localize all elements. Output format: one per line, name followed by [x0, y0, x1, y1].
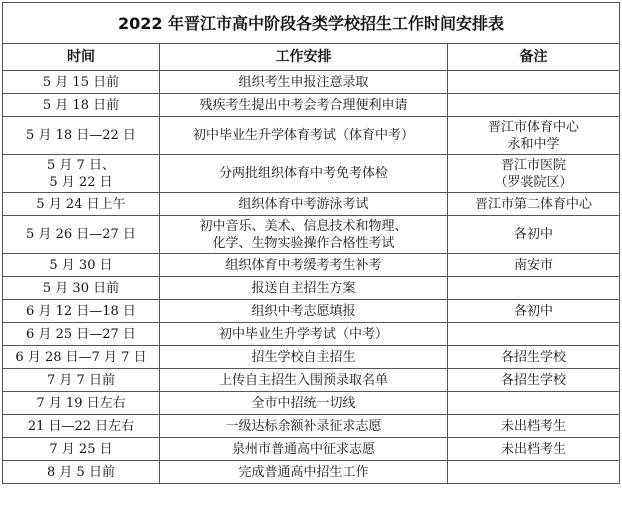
- table-row: [3, 300, 620, 323]
- cell-time-text: 5 月 24 日上午: [36, 196, 126, 212]
- header-task: 工作安排: [160, 44, 448, 71]
- header-time: 时间: [3, 44, 160, 71]
- cell-task-text: 初中毕业生升学考试（中考）: [218, 326, 388, 342]
- cell-task: [160, 94, 448, 117]
- table-row: [3, 216, 620, 254]
- cell-task: [160, 117, 448, 155]
- cell-note-text: （罗裳院区）: [494, 174, 573, 190]
- cell-note: [448, 193, 620, 216]
- cell-note-text: 未出档考生: [501, 418, 567, 434]
- schedule-sheet: [2, 2, 619, 529]
- cell-note-text: 晋江市第二体育中心: [475, 196, 593, 212]
- cell-time-text: 21 日—22 日左右: [27, 418, 135, 434]
- cell-time: [3, 392, 160, 415]
- cell-task: [160, 254, 448, 277]
- table-row: [3, 254, 620, 277]
- cell-task-text: 报送自主招生方案: [251, 280, 356, 296]
- cell-note: [448, 346, 620, 369]
- cell-time: [3, 155, 160, 193]
- cell-note: [448, 254, 620, 277]
- cell-time-text: 8 月 5 日前: [47, 464, 115, 480]
- table-row: [3, 94, 620, 117]
- cell-time-text: 5 月 30 日: [49, 257, 113, 273]
- cell-note-text: 各招生学校: [501, 349, 567, 365]
- cell-time: [3, 415, 160, 438]
- cell-task: [160, 369, 448, 392]
- cell-note-text: 各初中: [514, 303, 554, 319]
- cell-task: [160, 392, 448, 415]
- cell-note-text: 各初中: [514, 227, 554, 242]
- cell-task: [160, 277, 448, 300]
- table-row: [3, 277, 620, 300]
- cell-note-text: 晋江市医院: [501, 157, 567, 173]
- cell-task-text: 一级达标余额补录征求志愿: [225, 418, 382, 434]
- cell-task-text: 完成普通高中招生工作: [238, 464, 369, 480]
- cell-note: [448, 438, 620, 461]
- cell-time: [3, 277, 160, 300]
- cell-task: [160, 155, 448, 193]
- table-title: 2022 年晋江市高中阶段各类学校招生工作时间安排表: [3, 3, 620, 44]
- cell-time: [3, 117, 160, 155]
- header-note: 备注: [448, 44, 620, 71]
- cell-time: [3, 461, 160, 484]
- cell-note: [448, 461, 620, 484]
- cell-time-text: 5 月 30 日前: [42, 280, 120, 296]
- cell-time: [3, 300, 160, 323]
- cell-time: [3, 369, 160, 392]
- cell-task: [160, 193, 448, 216]
- table-row: [3, 369, 620, 392]
- cell-note-text: 未出档考生: [501, 441, 567, 457]
- cell-note: [448, 117, 620, 155]
- cell-task-text: 组织考生申报注意录取: [238, 74, 369, 90]
- cell-note: [448, 415, 620, 438]
- cell-task: [160, 300, 448, 323]
- cell-time-text: 6 月 25 日—27 日: [26, 326, 136, 342]
- cell-time-text: 5 月 18 日前: [42, 97, 120, 113]
- cell-note-text: 南安市: [514, 257, 554, 273]
- cell-task: [160, 461, 448, 484]
- cell-note: [448, 94, 620, 117]
- table-row: [3, 438, 620, 461]
- cell-note: [448, 392, 620, 415]
- cell-time: [3, 216, 160, 254]
- schedule-table: [2, 2, 620, 484]
- cell-note: [448, 216, 620, 254]
- header-row: [3, 44, 620, 71]
- cell-time-text: 6 月 28 日—7 月 7 日: [15, 349, 147, 365]
- cell-task-text: 组织体育中考缓考考生补考: [225, 257, 382, 273]
- cell-time: [3, 71, 160, 94]
- cell-note: [448, 155, 620, 193]
- cell-note-text: 晋江市体育中心: [488, 119, 580, 135]
- cell-time-text: 5 月 7 日、: [47, 157, 115, 173]
- cell-time: [3, 438, 160, 461]
- cell-time: [3, 94, 160, 117]
- cell-task: [160, 438, 448, 461]
- table-row: [3, 415, 620, 438]
- cell-task-text: 上传自主招生入围预录取名单: [218, 372, 388, 388]
- cell-time-text: 5 月 15 日前: [42, 74, 120, 90]
- table-row: [3, 117, 620, 155]
- cell-task: [160, 346, 448, 369]
- cell-time-text: 5 月 18 日—22 日: [26, 128, 136, 143]
- cell-time-text: 7 月 19 日左右: [36, 395, 126, 411]
- cell-task: [160, 71, 448, 94]
- schedule-body: [3, 71, 620, 484]
- table-row: [3, 155, 620, 193]
- cell-time-text: 7 月 7 日前: [47, 372, 115, 388]
- cell-task-text: 化学、生物实验操作合格性考试: [212, 235, 395, 251]
- cell-task-text: 全市中招统一切线: [251, 395, 356, 411]
- cell-note: [448, 71, 620, 94]
- table-row: [3, 193, 620, 216]
- cell-time: [3, 346, 160, 369]
- table-row: [3, 461, 620, 484]
- table-row: [3, 346, 620, 369]
- cell-time-text: 7 月 25 日: [49, 441, 113, 457]
- cell-time: [3, 254, 160, 277]
- cell-task-text: 初中音乐、美术、信息技术和物理、: [199, 218, 408, 234]
- table-row: [3, 392, 620, 415]
- cell-task: [160, 323, 448, 346]
- cell-note: [448, 323, 620, 346]
- cell-time: [3, 323, 160, 346]
- cell-task-text: 组织中考志愿填报: [251, 303, 356, 319]
- cell-task-text: 泉州市普通高中征求志愿: [231, 441, 375, 457]
- table-row: [3, 71, 620, 94]
- cell-task: [160, 216, 448, 254]
- cell-note: [448, 369, 620, 392]
- cell-note-text: 永和中学: [507, 136, 560, 152]
- cell-time-text: 5 月 22 日: [49, 174, 113, 190]
- cell-note-text: 各招生学校: [501, 372, 567, 388]
- cell-time-text: 5 月 26 日—27 日: [26, 227, 136, 242]
- cell-task-text: 招生学校自主招生: [251, 349, 356, 365]
- cell-task: [160, 415, 448, 438]
- cell-time-text: 6 月 12 日—18 日: [26, 303, 136, 319]
- table-row: [3, 323, 620, 346]
- cell-task-text: 分两批组织体育中考免考体检: [218, 166, 388, 181]
- cell-time: [3, 193, 160, 216]
- cell-task-text: 初中毕业生升学体育考试（体育中考）: [192, 128, 414, 143]
- cell-note: [448, 277, 620, 300]
- cell-note: [448, 300, 620, 323]
- cell-task-text: 残疾考生提出中考会考合理便利申请: [199, 97, 408, 113]
- cell-task-text: 组织体育中考游泳考试: [238, 196, 369, 212]
